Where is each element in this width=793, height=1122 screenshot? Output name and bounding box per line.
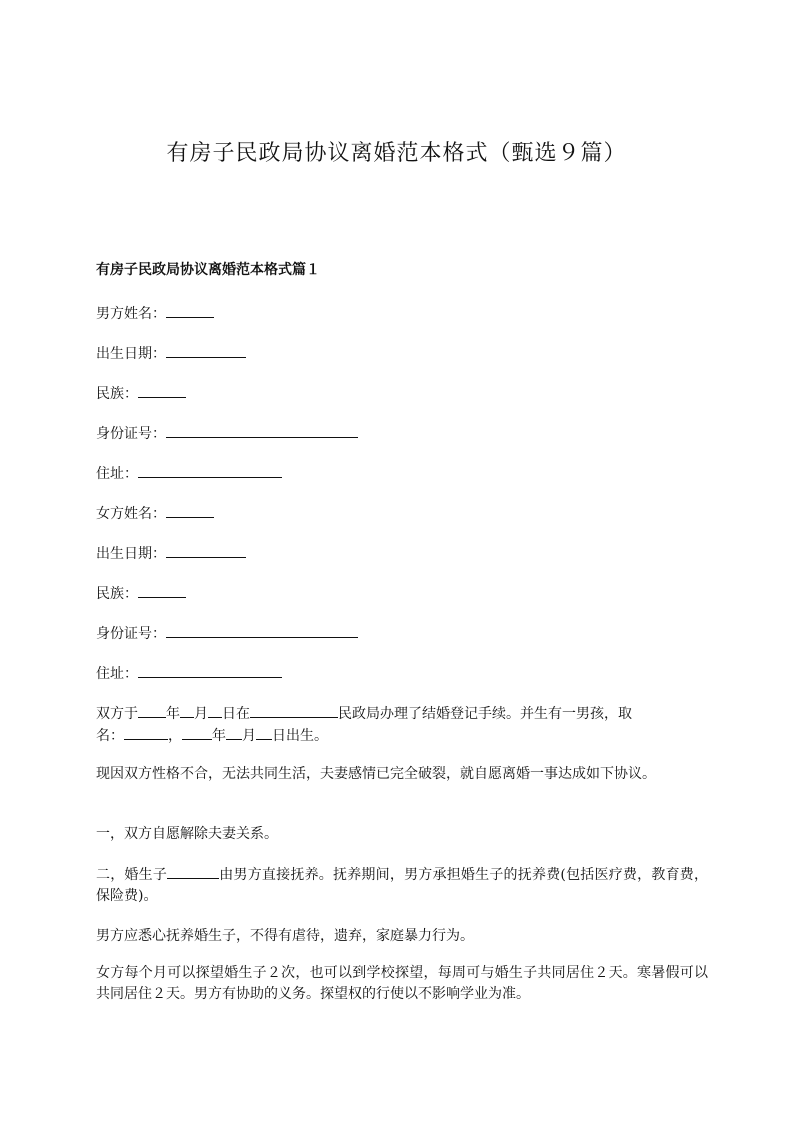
care-paragraph: 男方应悉心抚养婚生子，不得有虐待，遗弃，家庭暴力行为。	[96, 928, 474, 944]
marriage-text-7: ，	[168, 728, 182, 744]
clause-2-paragraph	[96, 864, 708, 907]
section-heading: 有房子民政局协议离婚范本格式篇１	[96, 262, 320, 278]
male-name-line	[96, 303, 214, 324]
marriage-year-blank	[138, 703, 166, 718]
marriage-text-3: 月	[194, 706, 208, 722]
male-birth-label: 出生日期：	[96, 346, 166, 362]
female-id-blank	[166, 623, 358, 638]
marriage-paragraph	[96, 703, 708, 747]
document-title: 有房子民政局协议离婚范本格式（甄选９篇）	[166, 141, 627, 166]
marriage-text-10: 日出生。	[272, 728, 328, 744]
female-birth-line	[96, 543, 246, 564]
marriage-text-6: 名：	[96, 728, 124, 744]
reason-paragraph: 现因双方性格不合，无法共同生活，夫妻感情已完全破裂，就自愿离婚一事达成如下协议。	[96, 766, 656, 782]
male-id-label: 身份证号：	[96, 426, 166, 442]
marriage-place-blank	[250, 703, 338, 718]
male-ethnicity-line	[96, 383, 186, 404]
male-address-line	[96, 463, 282, 484]
female-ethnicity-line	[96, 583, 186, 604]
marriage-text-5: 民政局办理了结婚登记手续。并生有一男孩，取	[338, 706, 632, 722]
female-address-blank	[138, 663, 282, 678]
marriage-text-9: 月	[242, 728, 256, 744]
female-address-label: 住址：	[96, 666, 138, 682]
female-address-line	[96, 663, 282, 684]
male-id-blank	[166, 423, 358, 438]
female-name-line	[96, 503, 214, 524]
marriage-text-1: 双方于	[96, 706, 138, 722]
female-birth-blank	[166, 543, 246, 558]
female-id-line	[96, 623, 358, 644]
female-id-label: 身份证号：	[96, 626, 166, 642]
marriage-text-2: 年	[166, 706, 180, 722]
female-birth-label: 出生日期：	[96, 546, 166, 562]
marriage-month-blank	[180, 703, 194, 718]
birth-year-blank	[182, 725, 212, 740]
female-ethnicity-label: 民族：	[96, 586, 138, 602]
clause-2-text-b: 由男方直接抚养。抚养期间，男方承担婚生子的抚养费(包括医疗费，教育费，保险费)。	[96, 867, 709, 904]
male-name-blank	[166, 303, 214, 318]
male-name-label: 男方姓名：	[96, 306, 166, 322]
child-name-blank	[124, 725, 168, 740]
birth-day-blank	[256, 725, 272, 740]
child-name-blank-2	[167, 864, 219, 879]
male-ethnicity-label: 民族：	[96, 386, 138, 402]
male-address-blank	[138, 463, 282, 478]
male-birth-blank	[166, 343, 246, 358]
female-name-blank	[166, 503, 214, 518]
marriage-day-blank	[208, 703, 222, 718]
male-ethnicity-blank	[138, 383, 186, 398]
male-id-line	[96, 423, 358, 444]
female-ethnicity-blank	[138, 583, 186, 598]
clause-2-text-a: 二，婚生子	[96, 867, 168, 883]
female-name-label: 女方姓名：	[96, 506, 166, 522]
birth-month-blank	[226, 725, 242, 740]
visitation-paragraph: 女方每个月可以探望婚生子２次，也可以到学校探望，每周可与婚生子共同居住２天。寒暑假可以共同居住２天。男方有协助的义务。探望权的行使以不影响学业为准。	[96, 965, 708, 1002]
marriage-text-8: 年	[212, 728, 226, 744]
clause-1-paragraph: 一，双方自愿解除夫妻关系。	[96, 826, 278, 842]
male-address-label: 住址：	[96, 466, 138, 482]
male-birth-line	[96, 343, 246, 364]
marriage-text-4: 日在	[222, 706, 250, 722]
